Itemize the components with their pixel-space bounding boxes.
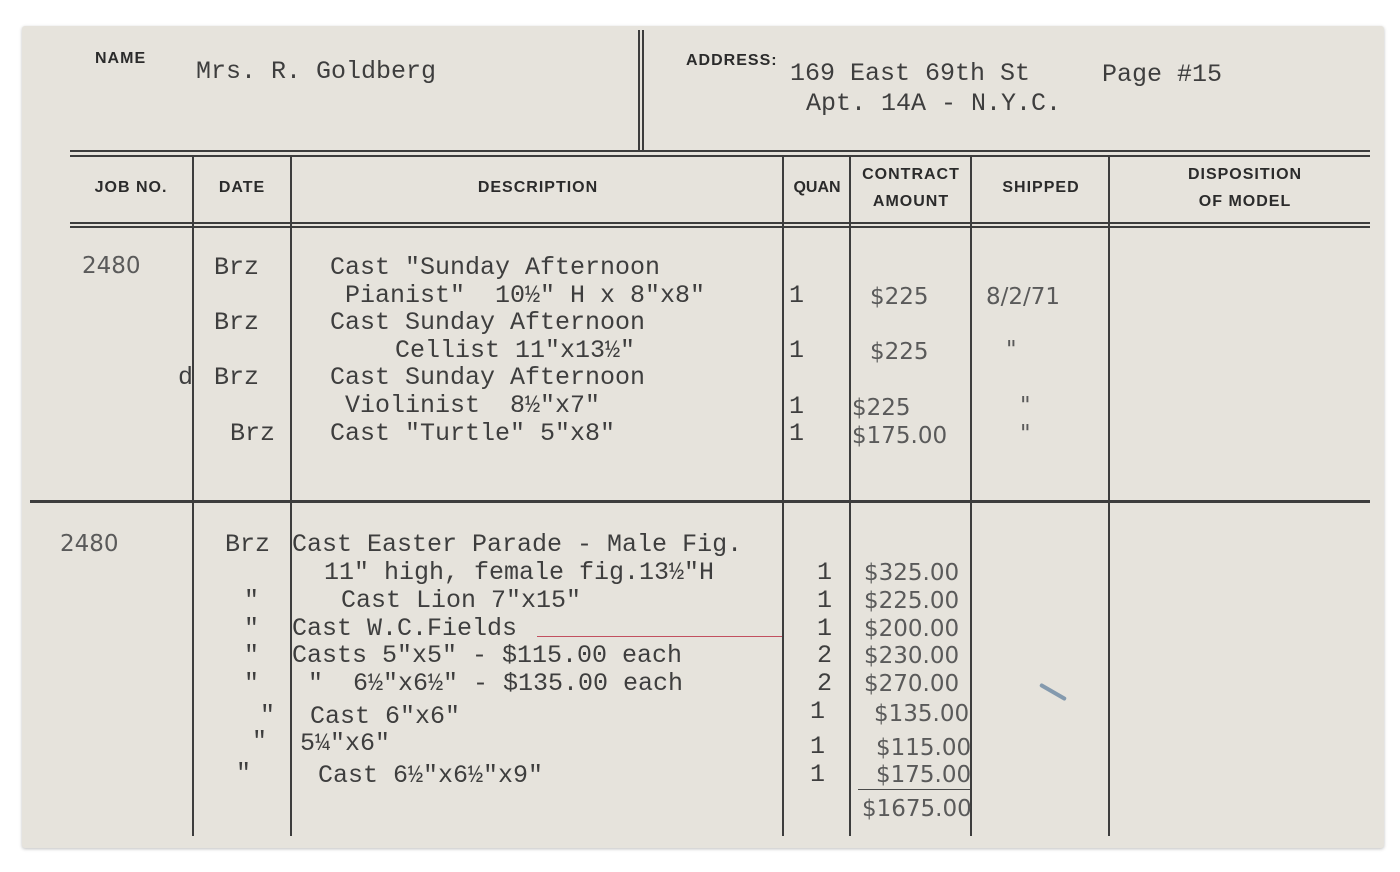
col-line-4	[849, 156, 851, 836]
entry1-r2-desc2: Cellist 11"x13½"	[395, 336, 636, 365]
entry2-r7-desc: Cast 6"x6"	[310, 702, 461, 731]
entry2-r2-quan: 1	[817, 558, 833, 587]
entry2-r7-date: "	[260, 701, 276, 730]
total-line	[858, 789, 970, 790]
entry1-r2-shipped: "	[1006, 337, 1017, 363]
entry1-r4-desc1: Cast "Turtle" 5"x8"	[330, 419, 616, 448]
entry2-r3-amount: $225.00	[864, 588, 960, 614]
entry2-r6-date: "	[244, 669, 260, 698]
entry1-r3-quan: 1	[789, 392, 805, 421]
index-card	[22, 26, 1384, 848]
name-value: Mrs. R. Goldberg	[196, 57, 437, 86]
address-line1: 169 East 69th St	[790, 59, 1031, 88]
entry2-r9-quan: 1	[810, 760, 826, 789]
col-disposition-1: DISPOSITION	[1187, 166, 1303, 183]
address-line2: Apt. 14A - N.Y.C.	[806, 89, 1062, 118]
col-line-3	[782, 156, 784, 836]
entry2-total: $1675.00	[862, 796, 972, 822]
header-divider	[638, 30, 640, 150]
entry1-r1-desc2: Pianist" 10½" H x 8"x8"	[345, 281, 706, 310]
entry1-r3-desc2: Violinist 8½"x7"	[345, 391, 601, 420]
entry2-r8-desc: 5¼"x6"	[300, 729, 391, 758]
entry2-r8-quan: 1	[810, 732, 826, 761]
header-bottom-rule	[70, 222, 1370, 224]
entry1-job-no: 2480	[82, 253, 141, 279]
entry1-r4-shipped: "	[1020, 421, 1031, 447]
entry2-r8-date: "	[252, 727, 268, 756]
header-bottom-rule-2	[70, 226, 1370, 228]
entry1-r2-amount: $225	[870, 339, 929, 365]
entry2-r1-desc: Cast Easter Parade - Male Fig.	[292, 530, 743, 559]
col-contract-2: AMOUNT	[872, 193, 950, 210]
entry1-r4-amount: $175.00	[852, 423, 948, 449]
col-shipped: SHIPPED	[1002, 179, 1080, 196]
entry2-r3-quan: 1	[817, 586, 833, 615]
col-line-1	[192, 156, 194, 836]
entry2-r9-desc: Cast 6½"x6½"x9"	[318, 761, 544, 790]
entry1-r1-date: Brz	[214, 253, 260, 282]
col-date: DATE	[218, 179, 266, 196]
entry2-r4-date: "	[244, 614, 260, 643]
entry1-r1-quan: 1	[789, 281, 805, 310]
entry2-job-no: 2480	[60, 531, 119, 557]
entry1-r2-desc1: Cast Sunday Afternoon	[330, 308, 646, 337]
entry2-r4-amount: $200.00	[864, 616, 960, 642]
entry2-r5-quan: 2	[817, 641, 833, 670]
ink-mark	[1039, 683, 1067, 701]
col-description: DESCRIPTION	[477, 179, 599, 196]
entry2-r3-date: "	[244, 586, 260, 615]
entry1-r2-quan: 1	[789, 336, 805, 365]
entry2-r6-amount: $270.00	[864, 671, 960, 697]
col-disposition-2: OF MODEL	[1198, 193, 1292, 210]
entry2-r5-amount: $230.00	[864, 643, 960, 669]
entry2-r2-desc: 11" high, female fig.13½"H	[324, 558, 715, 587]
entry2-r4-desc: Cast W.C.Fields	[292, 614, 518, 643]
entry1-r3-date: Brz	[214, 363, 260, 392]
entry1-r3-shipped: "	[1020, 393, 1031, 419]
col-job-no: JOB NO.	[94, 179, 168, 196]
entry2-r9-date: "	[236, 759, 252, 788]
entry2-r7-amount: $135.00	[874, 701, 970, 727]
entry1-r4-date: Brz	[230, 419, 276, 448]
entry1-r1-amount: $225	[870, 284, 929, 310]
entry2-r5-date: "	[244, 641, 260, 670]
entry2-r9-amount: $175.00	[876, 762, 972, 788]
table-top-rule-2	[70, 155, 1370, 157]
entry2-r2-amount: $325.00	[864, 560, 960, 586]
col-line-6	[1108, 156, 1110, 836]
entry2-r3-desc: Cast Lion 7"x15"	[341, 586, 582, 615]
entry1-r1-shipped: 8/2/71	[986, 284, 1061, 310]
address-label: ADDRESS:	[686, 52, 778, 69]
entry1-r3-mark: d	[178, 363, 194, 392]
entry1-r4-quan: 1	[789, 419, 805, 448]
col-quan: QUAN	[793, 179, 841, 196]
name-label: NAME	[95, 50, 147, 67]
entry2-r1-date: Brz	[225, 530, 271, 559]
entry1-r1-desc1: Cast "Sunday Afternoon	[330, 253, 661, 282]
header-divider-2	[642, 30, 644, 150]
table-top-rule	[70, 150, 1370, 152]
red-underline	[537, 636, 782, 637]
entry2-r7-quan: 1	[810, 697, 826, 726]
entry-divider	[30, 500, 1370, 503]
entry2-r6-quan: 2	[817, 669, 833, 698]
entry2-r4-quan: 1	[817, 614, 833, 643]
entry2-r5-desc: Casts 5"x5" - $115.00 each	[292, 641, 683, 670]
entry2-r8-amount: $115.00	[876, 735, 972, 761]
entry1-r3-amount: $225	[852, 395, 911, 421]
page-number: Page #15	[1102, 60, 1223, 89]
col-contract-1: CONTRACT	[862, 166, 960, 183]
entry1-r2-date: Brz	[214, 308, 260, 337]
col-line-2	[290, 156, 292, 836]
entry1-r3-desc1: Cast Sunday Afternoon	[330, 363, 646, 392]
entry2-r6-desc: " 6½"x6½" - $135.00 each	[308, 669, 684, 698]
